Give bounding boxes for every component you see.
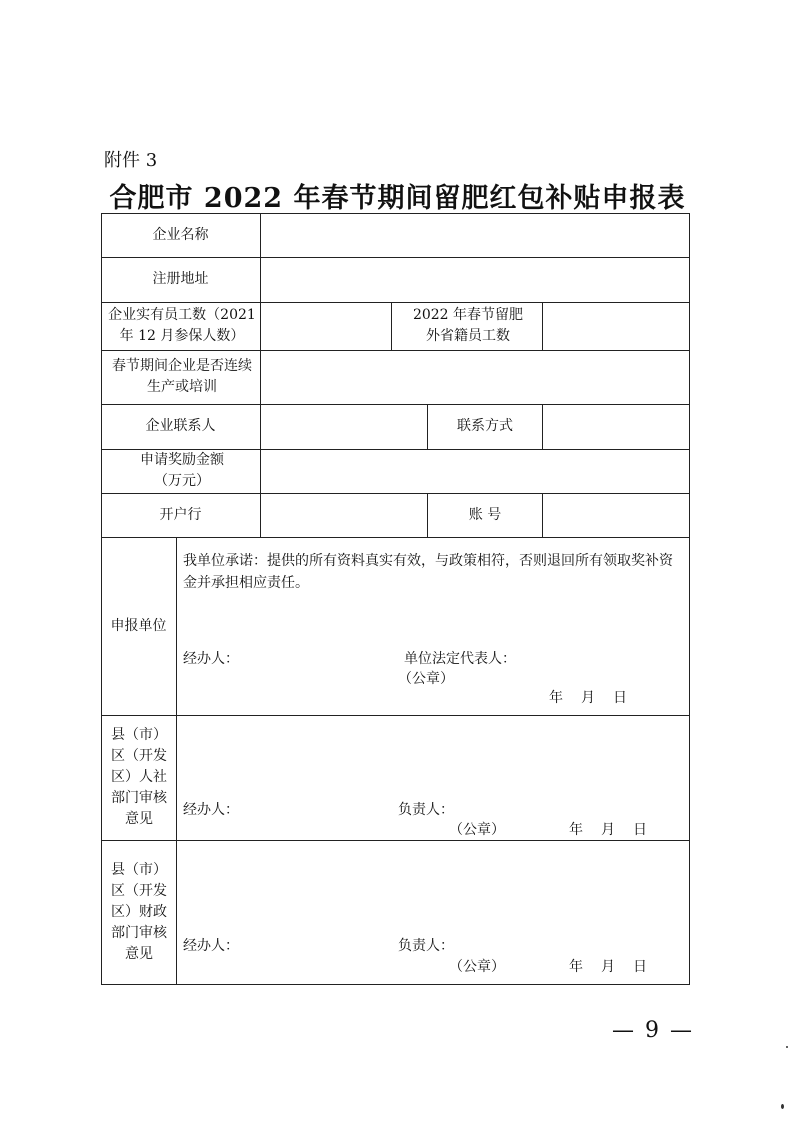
column-divider [391, 302, 392, 350]
registered-address-label: 注册地址 [152, 271, 209, 287]
row-divider [101, 537, 690, 538]
contact-person-label: 企业联系人 [145, 418, 216, 434]
row-divider [101, 715, 690, 716]
continuous-production-field[interactable] [261, 350, 689, 404]
applicant-handler-label: 经办人： [183, 651, 239, 667]
column-divider [176, 537, 177, 984]
hr-seal-label: （公章） [449, 822, 505, 838]
contact-person-field[interactable] [261, 404, 427, 449]
pledge-text: 我单位承诺：提供的所有资料真实有效，与政策相符，否则退回所有领取奖补资金并承担相应责任。 [183, 553, 673, 591]
table-border-bottom [101, 984, 690, 985]
account-label: 账 号 [468, 506, 502, 523]
contact-method-label: 联系方式 [457, 418, 513, 434]
attachment-label: 附件 3 [104, 150, 158, 171]
continuous-production-label: 春节期间企业是否连续生产或培训 [112, 358, 252, 395]
applicant-seal-label: （公章） [398, 671, 454, 687]
table-border-right [689, 213, 690, 985]
legal-representative-label: 单位法定代表人： [404, 651, 516, 667]
company-name-label: 企业名称 [152, 226, 209, 243]
scan-speck [786, 1046, 788, 1048]
staff-count-label: 企业实有员工数（2021 年 12 月参保人数） [108, 307, 256, 344]
application-form-table [101, 213, 690, 985]
finance-date: 年 月 日 [569, 959, 649, 975]
applicant-date: 年 月 日 [549, 690, 629, 706]
scan-speck [781, 1104, 784, 1109]
bank-label: 开户行 [159, 506, 202, 523]
outprovince-staff-label: 2022 年春节留肥外省籍员工数 [412, 307, 524, 344]
contact-method-field[interactable] [543, 404, 689, 449]
outprovince-staff-field[interactable] [543, 302, 689, 350]
finance-seal-label: （公章） [449, 959, 505, 975]
company-name-field[interactable] [261, 213, 689, 257]
reward-amount-field[interactable] [261, 449, 689, 493]
finance-responsible-label: 负责人： [398, 938, 454, 954]
hr-review-label: 县（市）区（开发区）人社部门审核意见 [111, 727, 167, 827]
finance-review-label: 县（市）区（开发区）财政部门审核意见 [111, 861, 167, 962]
hr-responsible-label: 负责人： [398, 802, 454, 818]
finance-handler-label: 经办人： [183, 938, 239, 954]
staff-count-field[interactable] [261, 302, 391, 350]
bank-field[interactable] [261, 493, 427, 537]
account-field[interactable] [543, 493, 689, 537]
hr-date: 年 月 日 [569, 822, 649, 838]
hr-handler-label: 经办人： [183, 802, 239, 818]
form-title: 合肥市 2022 年春节期间留肥红包补贴申报表 [109, 183, 686, 214]
registered-address-field[interactable] [261, 257, 689, 302]
applicant-unit-label: 申报单位 [110, 617, 167, 634]
page-number: — 9 — [612, 1018, 694, 1043]
reward-amount-label: 申请奖励金额（万元） [140, 452, 224, 489]
